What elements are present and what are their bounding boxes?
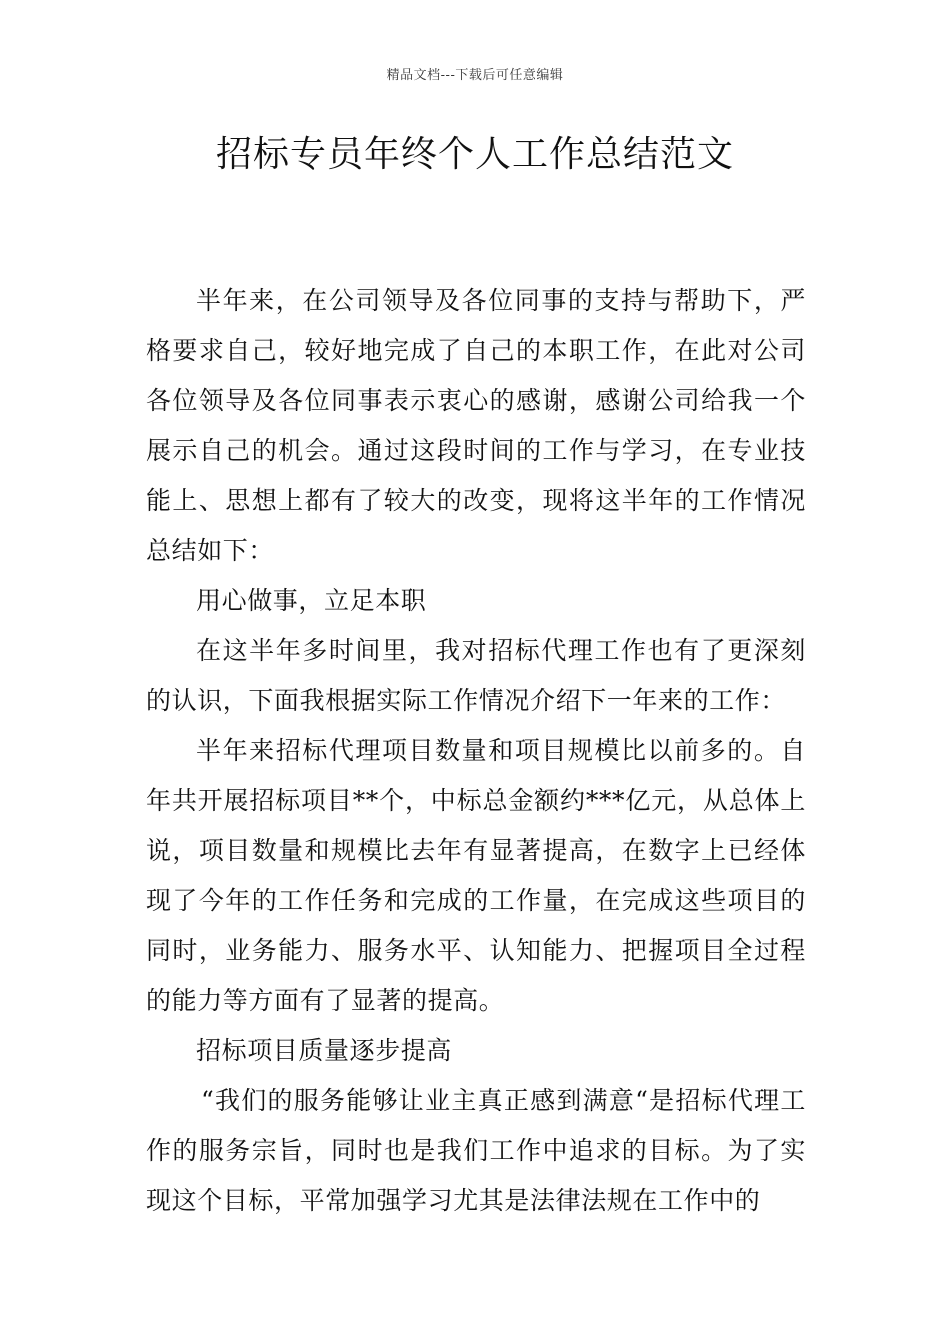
document-body bbox=[146, 276, 806, 1226]
paragraph-intro: 半年来，在公司领导及各位同事的支持与帮助下，严格要求自己，较好地完成了自己的本职工作，在此对公司各位领导及各位同事表示衷心的感谢，感谢公司给我一个展示自己的机会。通过这段时间的工作与学习，在专业技能上、思想上都有了较大的改变，现将这半年的工作情况总结如下： bbox=[146, 286, 806, 565]
paragraph-project-volume: 半年来招标代理项目数量和项目规模比以前多的。自年共开展招标项目**个，中标总金额约***亿元，从总体上说，项目数量和规模比去年有显著提高，在数字上已经体现了今年的工作任务和完成的工作量，在完成这些项目的同时，业务能力、服务水平、认知能力、把握项目全过程的能力等方面有了显著的提高。 bbox=[146, 736, 806, 1015]
section-heading-2: 招标项目质量逐步提高 bbox=[196, 1036, 453, 1065]
paragraph-service-goal: “我们的服务能够让业主真正感到满意“是招标代理工作的服务宗旨，同时也是我们工作中追求的目标。为了实现这个目标，平常加强学习尤其是法律法规在工作中的 bbox=[146, 1086, 806, 1215]
header-note: 精品文档---下载后可任意编辑 bbox=[386, 68, 564, 83]
section-heading-1: 用心做事，立足本职 bbox=[196, 586, 427, 615]
paragraph-understanding: 在这半年多时间里，我对招标代理工作也有了更深刻的认识，下面我根据实际工作情况介绍下一年来的工作： bbox=[146, 636, 806, 715]
document-title: 招标专员年终个人工作总结范文 bbox=[215, 134, 734, 175]
